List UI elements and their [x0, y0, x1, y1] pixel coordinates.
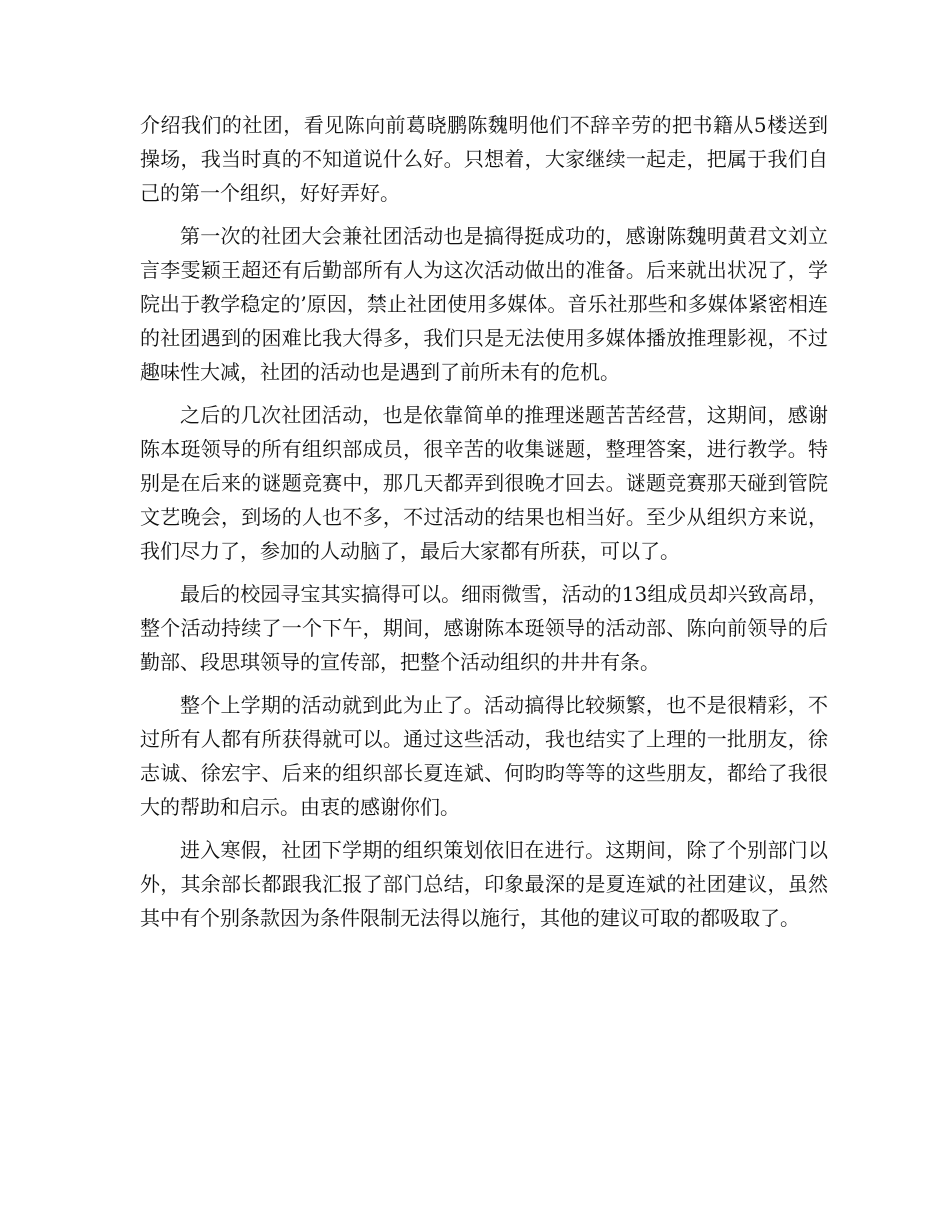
paragraph-3: 之后的几次社团活动，也是依靠简单的推理迷题苦苦经营，这期间，感谢陈本珽领导的所有组织部成员，很辛苦的收集谜题，整理答案，进行教学。特别是在后来的谜题竞赛中，那几天都弄到很晚才回去。谜题竞赛那天碰到管院文艺晚会，到场的人也不多，不过活动的结果也相当好。至少从组织方来说，我们尽力了，参加的人动脑了，最后大家都有所获，可以了。	[140, 403, 828, 563]
paragraph-2: 第一次的社团大会兼社团活动也是搞得挺成功的，感谢陈魏明黄君文刘立言李雯颖王超还有后勤部所有人为这次活动做出的准备。后来就出状况了，学院出于教学稳定的’原因，禁止社团使用多媒体。音乐社那些和多媒体紧密相连的社团遇到的困难比我大得多，我们只是无法使用多媒体播放推理影视，不过趣味性大减，社团的活动也是遇到了前所未有的危机。	[140, 224, 828, 384]
paragraph-5: 整个上学期的活动就到此为止了。活动搞得比较频繁，也不是很精彩，不过所有人都有所获得就可以。通过这些活动，我也结实了上理的一批朋友，徐志诚、徐宏宇、后来的组织部长夏连斌、何昀昀等等的这些朋友，都给了我很大的帮助和启示。由衷的感谢你们。	[140, 693, 828, 819]
paragraph-4: 最后的校园寻宝其实搞得可以。细雨微雪，活动的13组成员却兴致高昂，整个活动持续了一个下午，期间，感谢陈本珽领导的活动部、陈向前领导的后勤部、段思琪领导的宣传部，把整个活动组织的井井有条。	[140, 582, 828, 674]
paragraph-1: 介绍我们的社团，看见陈向前葛晓鹏陈魏明他们不辞辛劳的把书籍从5楼送到操场，我当时真的不知道说什么好。只想着，大家继续一起走，把属于我们自己的第一个组织，好好弄好。	[140, 113, 828, 205]
paragraph-6: 进入寒假，社团下学期的组织策划依旧在进行。这期间，除了个别部门以外，其余部长都跟我汇报了部门总结，印象最深的是夏连斌的社团建议，虽然其中有个别条款因为条件限制无法得以施行，其他的建议可取的都吸取了。	[140, 838, 828, 930]
document-body	[140, 108, 828, 944]
